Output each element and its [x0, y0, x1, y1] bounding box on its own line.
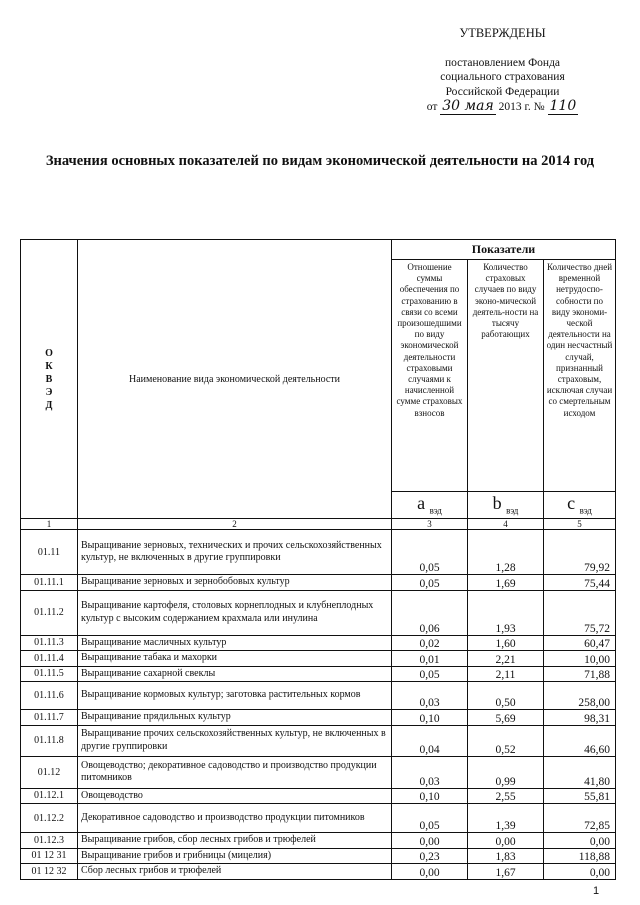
col-number: 4 — [468, 519, 544, 530]
page-number: 1 — [593, 885, 600, 897]
table-row — [21, 788, 616, 804]
value-c: 41,80 — [544, 756, 616, 788]
okved-code: 01.11.6 — [21, 682, 78, 710]
table-row — [21, 635, 616, 651]
table-row — [21, 575, 616, 591]
activity-name-header: Наименование вида экономической деятельности — [78, 240, 392, 519]
okved-code: 01.11.5 — [21, 666, 78, 682]
value-c: 0,00 — [544, 833, 616, 849]
col-b-description: Количество страховых случаев по виду эконо-мической деятель-ности на тысячу работающих — [468, 260, 544, 492]
value-a: 0,10 — [392, 710, 468, 726]
value-a: 0,02 — [392, 635, 468, 651]
activity-name: Выращивание зерновых и зернобобовых культур — [78, 575, 392, 591]
activity-name: Выращивание картофеля, столовых корнеплодных и клубнеплодных культур с высоким содержанием крахмала или инулина — [78, 590, 392, 635]
okved-code: 01.12.3 — [21, 833, 78, 849]
activity-name: Выращивание сахарной свеклы — [78, 666, 392, 682]
okved-code: 01.12.1 — [21, 788, 78, 804]
value-c: 75,72 — [544, 590, 616, 635]
col-number: 2 — [78, 519, 392, 530]
value-b: 2,11 — [468, 666, 544, 682]
value-a: 0,05 — [392, 575, 468, 591]
value-c: 72,85 — [544, 804, 616, 833]
activity-name: Выращивание грибов и грибницы (мицелия) — [78, 848, 392, 864]
activity-name: Выращивание масличных культур — [78, 635, 392, 651]
value-c: 10,00 — [544, 651, 616, 667]
value-a: 0,06 — [392, 590, 468, 635]
col-number: 1 — [21, 519, 78, 530]
value-b: 0,52 — [468, 725, 544, 756]
value-a: 0,01 — [392, 651, 468, 667]
value-a: 0,03 — [392, 682, 468, 710]
table-row — [21, 833, 616, 849]
approval-line-3: Российской Федерации — [445, 85, 560, 98]
activity-name: Овощеводство — [78, 788, 392, 804]
activity-name: Выращивание табака и махорки — [78, 651, 392, 667]
okved-code: 01.11.2 — [21, 590, 78, 635]
value-b: 1,60 — [468, 635, 544, 651]
indicators-table — [20, 239, 616, 880]
table-row — [21, 682, 616, 710]
symbol-b: b $_{вэд}$ — [468, 492, 544, 519]
approval-year: 2013 г. № — [498, 101, 545, 113]
value-c: 258,00 — [544, 682, 616, 710]
table-row — [21, 530, 616, 575]
value-c: 0,00 — [544, 864, 616, 880]
handwritten-number: 110 — [549, 98, 577, 114]
value-a: 0,05 — [392, 530, 468, 575]
okved-code: 01.11 — [21, 530, 78, 575]
value-b: 0,50 — [468, 682, 544, 710]
okved-code: 01.12.2 — [21, 804, 78, 833]
activity-name: Декоративное садоводство и производство продукции питомников — [78, 804, 392, 833]
approval-order-line — [400, 99, 605, 115]
okved-code: 01.11.8 — [21, 725, 78, 756]
okved-code: 01.11.3 — [21, 635, 78, 651]
indicators-header: Показатели — [392, 240, 616, 260]
col-a-description: Отношение суммы обеспечения по страхованию в связи со всеми произошедшими по виду экономической деятельности страховыми случаями к начисленной сумме страховых взносов — [392, 260, 468, 492]
value-c: 60,47 — [544, 635, 616, 651]
value-b: 1,39 — [468, 804, 544, 833]
table-row — [21, 864, 616, 880]
value-a: 0,04 — [392, 725, 468, 756]
value-c: 118,88 — [544, 848, 616, 864]
approval-block — [400, 26, 605, 115]
table-header-row — [21, 240, 616, 260]
value-b: 0,99 — [468, 756, 544, 788]
col-c-description: Количество дней временной нетрудоспо-собности по виду экономи-ческой деятельности на один несчастный случай, признанный страховым, исключая случаи со смертельным исходом — [544, 260, 616, 492]
value-b: 1,28 — [468, 530, 544, 575]
table-row — [21, 804, 616, 833]
approval-header: УТВЕРЖДЕНЫ — [459, 26, 546, 40]
value-b: 2,21 — [468, 651, 544, 667]
symbol-a: a $_{вэд}$ — [392, 492, 468, 519]
value-a: 0,00 — [392, 864, 468, 880]
table-row — [21, 590, 616, 635]
table-row — [21, 725, 616, 756]
value-b: 1,67 — [468, 864, 544, 880]
approval-line-1: постановлением Фонда — [444, 56, 561, 69]
value-c: 55,81 — [544, 788, 616, 804]
table-row — [21, 651, 616, 667]
value-b: 1,83 — [468, 848, 544, 864]
value-a: 0,05 — [392, 666, 468, 682]
okved-code: 01.11.1 — [21, 575, 78, 591]
activity-name: Выращивание прочих сельскохозяйственных культур, не включенных в другие группировки — [78, 725, 392, 756]
okved-code: 01.12 — [21, 756, 78, 788]
value-c: 79,92 — [544, 530, 616, 575]
column-numbers-row — [21, 519, 616, 530]
table-row — [21, 666, 616, 682]
activity-name: Сбор лесных грибов и трюфелей — [78, 864, 392, 880]
activity-name: Выращивание кормовых культур; заготовка растительных кормов — [78, 682, 392, 710]
document-title: Значения основных показателей по видам экономической деятельности на 2014 год — [45, 153, 595, 169]
activity-name: Овощеводство; декоративное садоводство и производство продукции питомников — [78, 756, 392, 788]
value-c: 46,60 — [544, 725, 616, 756]
value-c: 75,44 — [544, 575, 616, 591]
okved-code: 01.11.7 — [21, 710, 78, 726]
value-b: 1,69 — [468, 575, 544, 591]
okved-code: 01 12 32 — [21, 864, 78, 880]
col-number: 5 — [544, 519, 616, 530]
handwritten-date: 30 мая — [442, 98, 494, 114]
approval-ot: от — [426, 101, 438, 113]
value-b: 1,93 — [468, 590, 544, 635]
table-row — [21, 710, 616, 726]
value-b: 5,69 — [468, 710, 544, 726]
activity-name: Выращивание прядильных культур — [78, 710, 392, 726]
col-number: 3 — [392, 519, 468, 530]
value-b: 0,00 — [468, 833, 544, 849]
approval-line-2: социального страхования — [440, 71, 565, 83]
value-a: 0,05 — [392, 804, 468, 833]
value-a: 0,03 — [392, 756, 468, 788]
value-a: 0,10 — [392, 788, 468, 804]
value-a: 0,23 — [392, 848, 468, 864]
okved-code: 01.11.4 — [21, 651, 78, 667]
value-c: 98,31 — [544, 710, 616, 726]
table-row — [21, 848, 616, 864]
activity-name: Выращивание зерновых, технических и прочих сельскохозяйственных культур, не включенных в другие группировки — [78, 530, 392, 575]
okved-code: 01 12 31 — [21, 848, 78, 864]
value-c: 71,88 — [544, 666, 616, 682]
activity-name: Выращивание грибов, сбор лесных грибов и трюфелей — [78, 833, 392, 849]
symbol-c: c $_{вэд}$ — [544, 492, 616, 519]
value-a: 0,00 — [392, 833, 468, 849]
value-b: 2,55 — [468, 788, 544, 804]
table-row — [21, 756, 616, 788]
okved-header: О К В Э Д — [21, 240, 78, 519]
